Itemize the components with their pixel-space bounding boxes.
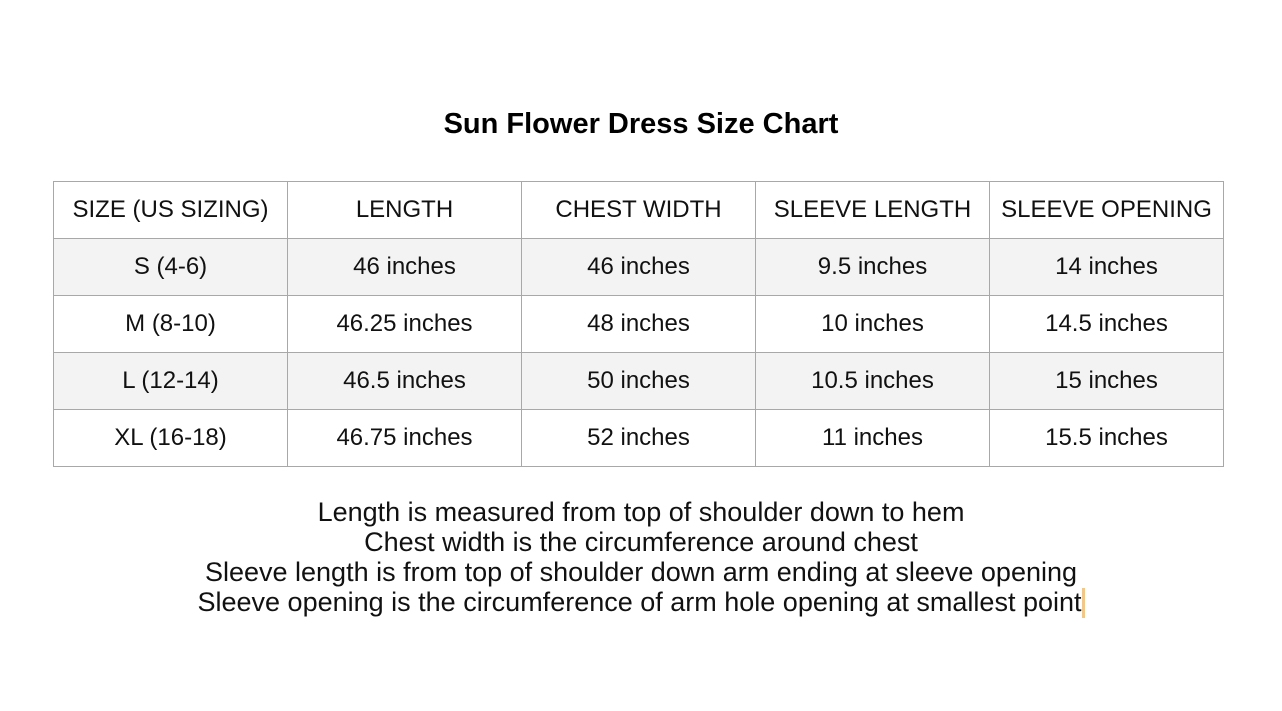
text-cursor (1082, 588, 1085, 618)
table-row (54, 239, 1224, 296)
table-cell: 48 inches (522, 296, 756, 353)
note-sleeve-length: Sleeve length is from top of shoulder down arm ending at sleeve opening (204, 557, 1078, 587)
table-cell: M (8-10) (54, 296, 288, 353)
table-cell: 10.5 inches (756, 353, 990, 410)
note-chest-width: Chest width is the circumference around chest (364, 527, 918, 557)
header-size: SIZE (US SIZING) (54, 182, 288, 239)
table-cell: 15 inches (990, 353, 1224, 410)
table-cell: 15.5 inches (990, 410, 1224, 467)
header-chest-width: CHEST WIDTH (522, 182, 756, 239)
table-cell: 46.75 inches (288, 410, 522, 467)
table-cell: L (12-14) (54, 353, 288, 410)
table-cell: 10 inches (756, 296, 990, 353)
table-row (54, 353, 1224, 410)
table-cell: 9.5 inches (756, 239, 990, 296)
table-cell: S (4-6) (54, 239, 288, 296)
table-cell: 14.5 inches (990, 296, 1224, 353)
size-chart-table (53, 181, 1224, 467)
table-cell: 46.25 inches (288, 296, 522, 353)
table-header-row (54, 182, 1224, 239)
measurement-notes[interactable] (0, 497, 1282, 618)
table-cell: 50 inches (522, 353, 756, 410)
table-cell: XL (16-18) (54, 410, 288, 467)
table-cell: 46 inches (522, 239, 756, 296)
header-sleeve-length: SLEEVE LENGTH (756, 182, 990, 239)
table-row (54, 296, 1224, 353)
chart-title: Sun Flower Dress Size Chart (443, 108, 839, 140)
table-row (54, 410, 1224, 467)
table-cell: 11 inches (756, 410, 990, 467)
table-cell: 14 inches (990, 239, 1224, 296)
table-cell: 46 inches (288, 239, 522, 296)
table-cell: 46.5 inches (288, 353, 522, 410)
header-length: LENGTH (288, 182, 522, 239)
note-sleeve-opening: Sleeve opening is the circumference of arm hole opening at smallest point (197, 587, 1082, 617)
note-sleeve-opening-line (0, 587, 1282, 618)
table-cell: 52 inches (522, 410, 756, 467)
note-length: Length is measured from top of shoulder down to hem (317, 497, 965, 527)
header-sleeve-opening: SLEEVE OPENING (990, 182, 1224, 239)
